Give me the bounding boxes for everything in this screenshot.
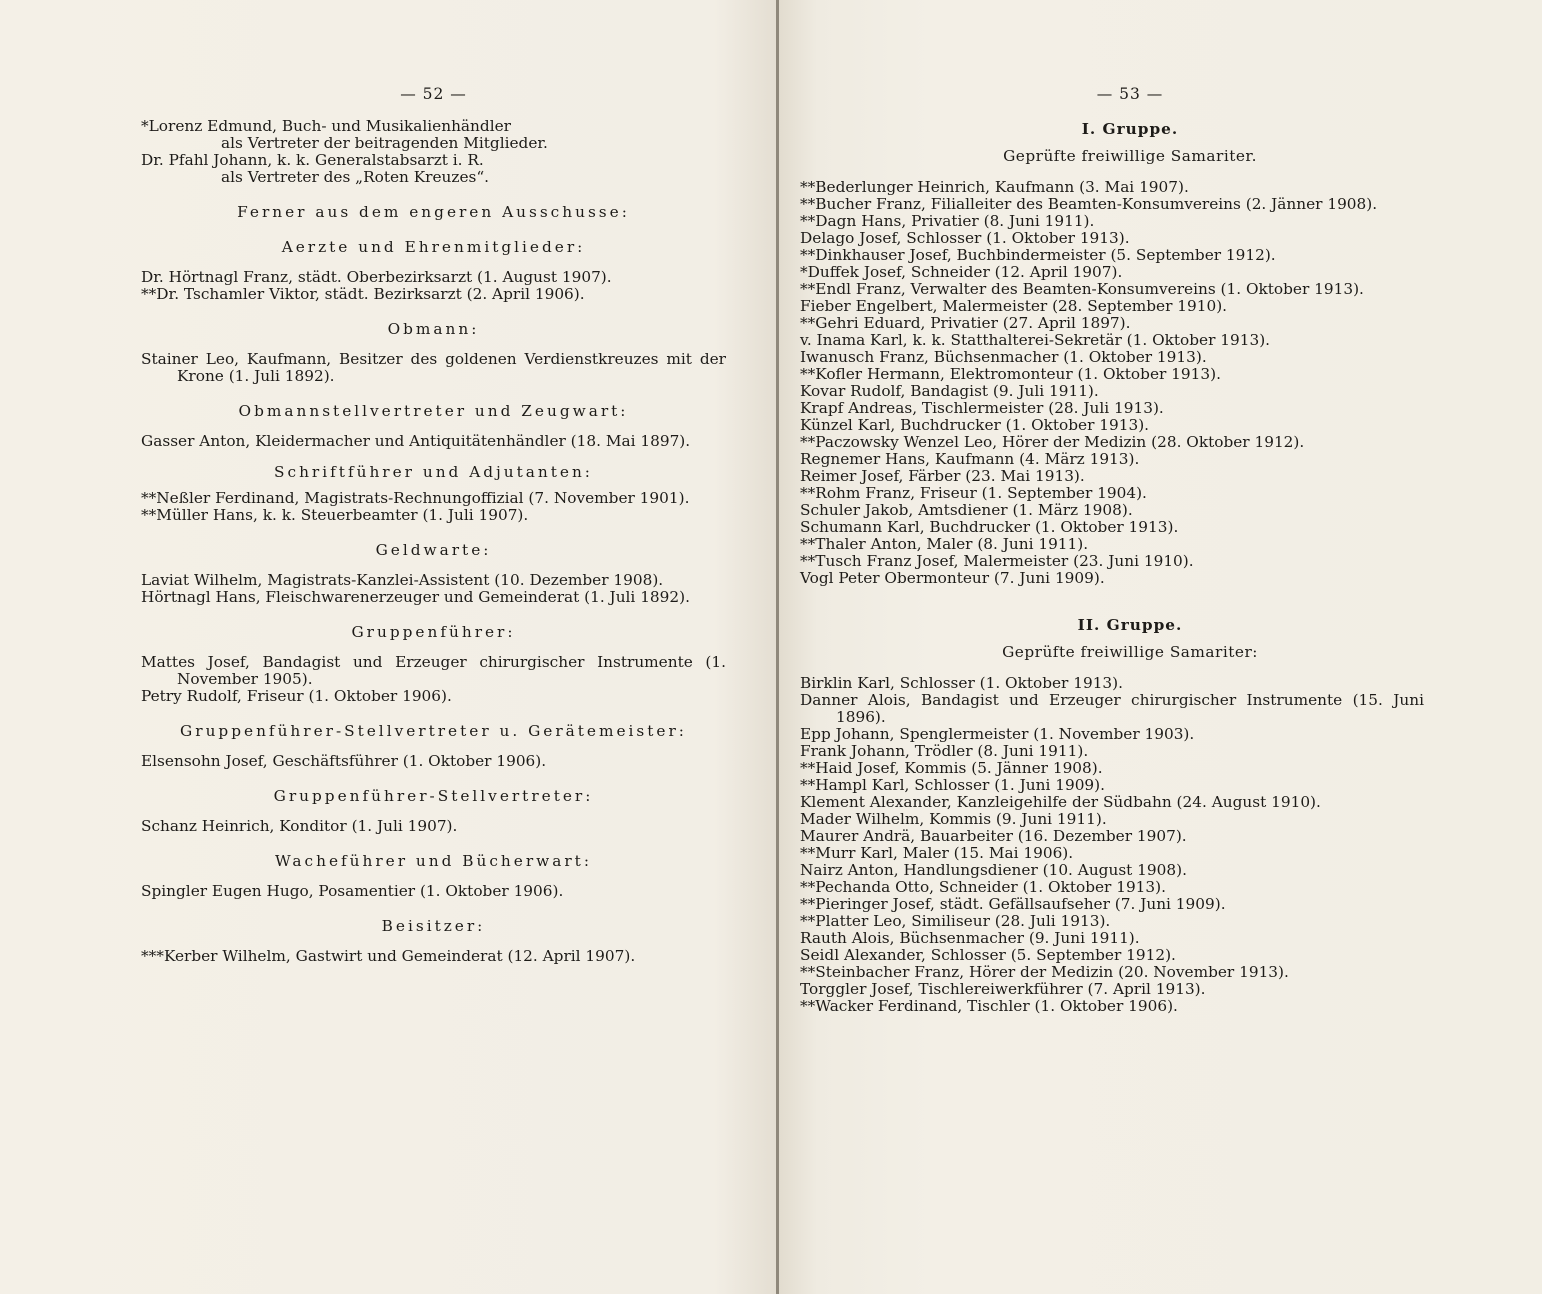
member-entry: **Gehri Eduard, Privatier (27. April 1897). [800, 314, 1131, 332]
group-subtitle: Geprüfte freiwillige Samariter: [1002, 643, 1258, 661]
right-page [779, 0, 1542, 1294]
group-title: I. Gruppe. [1081, 120, 1179, 138]
member-entry: Klement Alexander, Kanzleigehilfe der Südbahn (24. August 1910). [800, 793, 1321, 811]
member-entry: Gasser Anton, Kleidermacher und Antiquitätenhändler (18. Mai 1897). [141, 432, 691, 450]
member-entry: Delago Josef, Schlosser (1. Oktober 1913). [800, 229, 1130, 247]
section-heading: Schriftführer und Adjutanten: [274, 463, 593, 481]
member-entry: Frank Johann, Trödler (8. Juni 1911). [800, 742, 1089, 760]
member-entry: **Murr Karl, Maler (15. Mai 1906). [800, 844, 1074, 862]
member-entry: **Rohm Franz, Friseur (1. September 1904). [800, 484, 1147, 502]
member-entry: Elsensohn Josef, Geschäftsführer (1. Oktober 1906). [141, 752, 547, 770]
committee-heading: Ferner aus dem engeren Ausschusse: [237, 203, 630, 221]
member-entry: Danner Alois, Bandagist und Erzeuger chirurgischer Instrumente (15. Juni 1896). [800, 691, 1424, 726]
member-entry: Torggler Josef, Tischlereiwerkführer (7. April 1913). [800, 980, 1206, 998]
member-entry: **Haid Josef, Kommis (5. Jänner 1908). [800, 759, 1103, 777]
member-entry: **Thaler Anton, Maler (8. Juni 1911). [800, 535, 1089, 553]
member-entry: Nairz Anton, Handlungsdiener (10. August 1908). [800, 861, 1187, 879]
section-heading: Obmannstellvertreter und Zeugwart: [238, 402, 629, 420]
member-entry: v. Inama Karl, k. k. Statthalterei-Sekretär (1. Oktober 1913). [800, 331, 1271, 349]
member-entry: Regnemer Hans, Kaufmann (4. März 1913). [800, 450, 1140, 468]
member-entry: Künzel Karl, Buchdrucker (1. Oktober 1913). [800, 416, 1150, 434]
intro-line: als Vertreter des „Roten Kreuzes“. [221, 168, 490, 186]
member-entry: Maurer Andrä, Bauarbeiter (16. Dezember 1907). [800, 827, 1187, 845]
member-entry: Laviat Wilhelm, Magistrats-Kanzlei-Assistent (10. Dezember 1908). [141, 571, 664, 589]
group-subtitle: Geprüfte freiwillige Samariter. [1003, 147, 1257, 165]
member-entry: Hörtnagl Hans, Fleischwarenerzeuger und Gemeinderat (1. Juli 1892). [141, 588, 690, 606]
member-entry: **Müller Hans, k. k. Steuerbeamter (1. Juli 1907). [141, 506, 529, 524]
member-entry: Rauth Alois, Büchsenmacher (9. Juni 1911). [800, 929, 1140, 947]
member-entry: **Dagn Hans, Privatier (8. Juni 1911). [800, 212, 1095, 230]
group-member-list [800, 674, 1424, 1015]
member-entry: **Platter Leo, Similiseur (28. Juli 1913). [800, 912, 1111, 930]
member-entry: **Bucher Franz, Filialleiter des Beamten-Konsumvereins (2. Jänner 1908). [800, 195, 1378, 213]
member-entry: **Hampl Karl, Schlosser (1. Juni 1909). [800, 776, 1105, 794]
member-entry: Schumann Karl, Buchdrucker (1. Oktober 1913). [800, 518, 1179, 536]
right-page-text [800, 85, 1424, 1015]
member-entry: Mader Wilhelm, Kommis (9. Juni 1911). [800, 810, 1107, 828]
member-entry: Kovar Rudolf, Bandagist (9. Juli 1911). [800, 382, 1099, 400]
member-entry: *Duffek Josef, Schneider (12. April 1907). [800, 263, 1123, 281]
member-entry: Birklin Karl, Schlosser (1. Oktober 1913). [800, 674, 1123, 692]
member-entry: Petry Rudolf, Friseur (1. Oktober 1906). [141, 687, 452, 705]
section-heading: Gruppenführer-Stellvertreter: [273, 787, 594, 805]
intro-line: Dr. Pfahl Johann, k. k. Generalstabsarzt i. R. [141, 151, 484, 169]
member-entry: **Neßler Ferdinand, Magistrats-Rechnungoffizial (7. November 1901). [141, 489, 690, 507]
section-heading: Aerzte und Ehrenmitglieder: [281, 238, 586, 256]
member-entry: **Tusch Franz Josef, Malermeister (23. Juni 1910). [800, 552, 1194, 570]
member-entry: Seidl Alexander, Schlosser (5. September 1912). [800, 946, 1176, 964]
member-entry: Reimer Josef, Färber (23. Mai 1913). [800, 467, 1085, 485]
section-heading: Beisitzer: [381, 917, 486, 935]
member-entry: Dr. Hörtnagl Franz, städt. Oberbezirksarzt (1. August 1907). [141, 268, 612, 286]
group-member-list [800, 178, 1424, 587]
member-entry: Schanz Heinrich, Konditor (1. Juli 1907). [141, 817, 458, 835]
member-entry: Spingler Eugen Hugo, Posamentier (1. Oktober 1906). [141, 882, 564, 900]
member-entry: **Endl Franz, Verwalter des Beamten-Konsumvereins (1. Oktober 1913). [800, 280, 1364, 298]
member-entry: **Steinbacher Franz, Hörer der Medizin (20. November 1913). [800, 963, 1289, 981]
section-heading: Gruppenführer: [351, 623, 516, 641]
section-heading: Wacheführer und Bücherwart: [275, 852, 592, 870]
page-number: — 53 — [1096, 85, 1164, 103]
member-entry: Vogl Peter Obermonteur (7. Juni 1909). [800, 569, 1105, 587]
member-entry: **Dr. Tschamler Viktor, städt. Bezirksarzt (2. April 1906). [141, 285, 585, 303]
section-heading: Obmann: [387, 320, 480, 338]
member-entry: **Pechanda Otto, Schneider (1. Oktober 1913). [800, 878, 1166, 896]
intro-line: *Lorenz Edmund, Buch- und Musikalienhändler [141, 117, 511, 135]
member-entry: Epp Johann, Spenglermeister (1. November 1903). [800, 725, 1195, 743]
member-entry: **Bederlunger Heinrich, Kaufmann (3. Mai 1907). [800, 178, 1189, 196]
member-entry: **Kofler Hermann, Elektromonteur (1. Oktober 1913). [800, 365, 1221, 383]
member-entry: **Dinkhauser Josef, Buchbindermeister (5. September 1912). [800, 246, 1276, 264]
section-heading: Gruppenführer-Stellvertreter u. Gerätemeister: [180, 722, 687, 740]
left-page-text [141, 86, 726, 965]
member-entry: Krapf Andreas, Tischlermeister (28. Juli 1913). [800, 399, 1164, 417]
group-title: II. Gruppe. [1077, 616, 1183, 634]
member-entry: Fieber Engelbert, Malermeister (28. September 1910). [800, 297, 1228, 315]
member-entry: ***Kerber Wilhelm, Gastwirt und Gemeinderat (12. April 1907). [141, 947, 636, 965]
member-entry: Schuler Jakob, Amtsdiener (1. März 1908). [800, 501, 1133, 519]
page-number: — 52 — [400, 85, 467, 103]
member-entry: **Paczowsky Wenzel Leo, Hörer der Medizin (28. Oktober 1912). [800, 433, 1305, 451]
section-heading: Geldwarte: [375, 541, 492, 559]
member-entry: Mattes Josef, Bandagist und Erzeuger chirurgischer Instrumente (1. November 1905). [141, 653, 726, 688]
member-entry: **Pieringer Josef, städt. Gefällsaufseher (7. Juni 1909). [800, 895, 1226, 913]
intro-line: als Vertreter der beitragenden Mitglieder. [221, 134, 548, 152]
member-entry: Iwanusch Franz, Büchsenmacher (1. Oktober 1913). [800, 348, 1207, 366]
member-entry: Stainer Leo, Kaufmann, Besitzer des goldenen Verdienstkreuzes mit der Krone (1. Juli 1892). [141, 350, 726, 385]
member-entry: **Wacker Ferdinand, Tischler (1. Oktober 1906). [800, 997, 1178, 1015]
